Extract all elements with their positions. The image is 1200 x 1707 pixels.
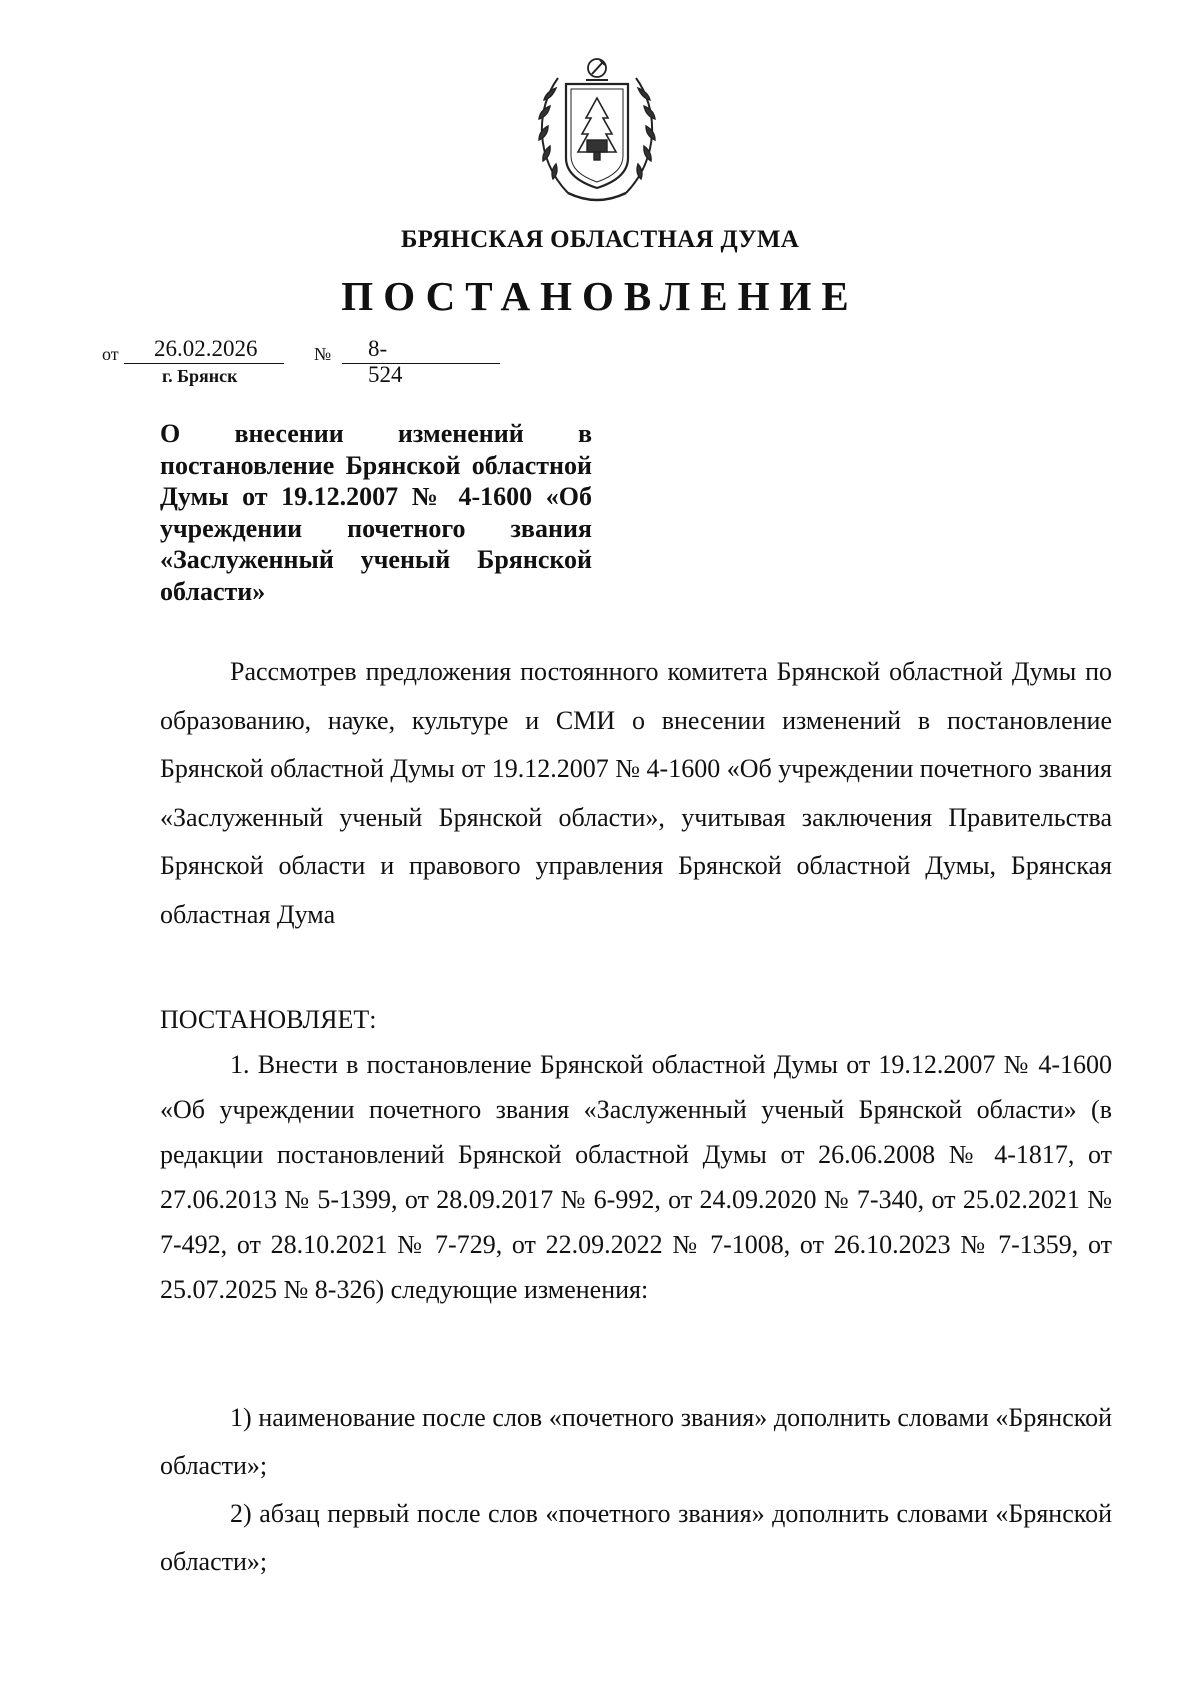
subitem-2-paragraph: [160, 1490, 1112, 1586]
item-1-paragraph: [160, 1042, 1112, 1312]
date-label: от: [102, 344, 119, 364]
resolves-heading: [160, 997, 1112, 1042]
subitem-1-text: 1) наименование после слов «почетного звания» дополнить словами «Брянской области»;: [160, 1403, 1112, 1480]
coat-of-arms-emblem: [528, 48, 666, 208]
preamble-paragraph: [160, 648, 1112, 939]
document-title: О внесении изменений в постановление Брянской областной Думы от 19.12.2007 № 4-1600 «Об учреждении почетного звания «Заслуженный ученый Брянской области»: [160, 419, 592, 606]
organization-name: БРЯНСКАЯ ОБЛАСТНАЯ ДУМА: [400, 226, 800, 253]
resolves-text: ПОСТАНОВЛЯЕТ:: [160, 1005, 377, 1034]
subitem-1-paragraph: [160, 1394, 1112, 1490]
city: г. Брянск: [162, 366, 238, 386]
subitem-2-text: 2) абзац первый после слов «почетного звания» дополнить словами «Брянской области»;: [160, 1499, 1112, 1576]
number-label: №: [314, 344, 332, 364]
document-type: ПОСТАНОВЛЕНИЕ: [341, 273, 859, 319]
item-1-text: 1. Внести в постановление Брянской областной Думы от 19.12.2007 № 4-1600 «Об учреждении почетного звания «Заслуженный ученый Брянской области» (в редакции постановлений Брянской областной Думы от 26.06.2008 № 4-1817, от 27.06.2013 № 5-1399, от 28.09.2017 № 6-992, от 24.09.2020 № 7-340, от 25.02.2021 № 7-492, от 28.10.2021 № 7-729, от 22.09.2022 № 7-1008, от 26.10.2023 № 7-1359, от 25.07.2025 № 8-326) следующие изменения:: [160, 1050, 1112, 1304]
date-underline: [124, 363, 284, 364]
number-underline: [342, 363, 500, 364]
preamble-text: Рассмотрев предложения постоянного комитета Брянской областной Думы по образованию, науке, культуре и СМИ о внесении изменений в постановление Брянской областной Думы от 19.12.2007 № 4-1600 «Об учреждении почетного звания «Заслуженный ученый Брянской области», учитывая заключения Правительства Брянской области и правового управления Брянской областной Думы, Брянская областная Дума: [160, 657, 1112, 929]
document-number: 8-524: [368, 336, 403, 387]
document-date: 26.02.2026: [154, 336, 258, 361]
